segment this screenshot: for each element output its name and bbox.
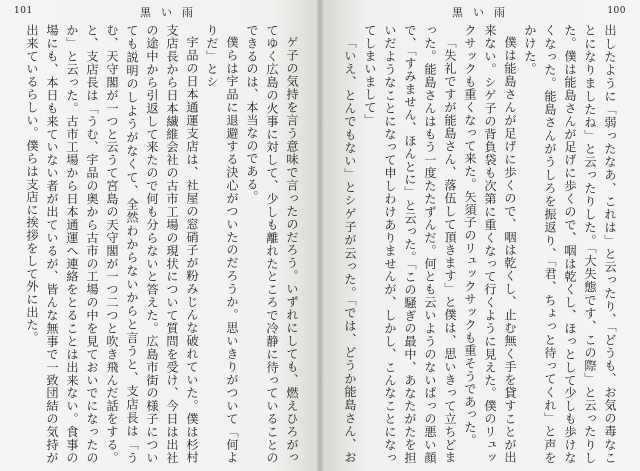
right-paragraph: 「失礼ですが能島さん、落伍して頂きます」と僕は、思いきって立ちどまった。能島さんはもう一度たたずんだ。何とも云いようのないぱっの悪い顔で、「すみません、ほんとに」と云った。「この騒ぎの最中、あなたがたを担いだようなことになって申しわけありませんが、しかし、こんなことになってしまいまして」 (363, 24, 457, 464)
right-body-text (338, 24, 620, 464)
right-paragraph: 僕は能島さんが足げに歩くので、咽は乾くし、止む無く手を貸すことが出来ない。シゲ子の背負袋も次第に重くなって行くように見えた。僕のリュックサックも重くなって来た。矢須子のリュックサックも重そうであった。 (463, 24, 517, 464)
left-paragraph: ゲ子の気持を言う意味で言ったのだろう。いずれにしても、燃えひろがってゆく広島の火事に対して、少しも離れたところで冷静に待っていることのできるのは、本当なのである。 (245, 24, 299, 464)
left-running-head: 黒い雨 (140, 6, 203, 19)
right-page-number: 100 (607, 6, 626, 16)
right-paragraph: 出したように「弱ったなあ、これは」と云ったり、「どうも、お気の毒なことになりましたね」と云ったりした。「大失態です、この際」と云ったりした。僕は能島さんが足げに歩くので、咽は乾くし、ほっとして少しも歩けなくなった。能島さんがうしろを振返り、「君、ちょっと待ってくれ」と声をかけた。 (523, 24, 617, 464)
right-paragraph: 「いえ、とんでもない」とシゲ子が云った。「では、どうか能島さん、お (343, 36, 357, 464)
left-page-number: 101 (14, 6, 33, 16)
book-gutter (317, 0, 323, 471)
left-paragraph (20, 24, 22, 464)
left-body-text (20, 24, 302, 464)
left-paragraph: 宇品の日本通運支店は、社屋の窓硝子が粉みじんな破れていた。僕は杉村支店長から日本繊維会社の古市工場の現状について質問を受け、今日は出社の途中から引返して来たので何も分らないと答えた。広島市街の様子についても説明のしようがなくて、全然わからないからと言うと、支店長は「うむ、天守閣が一つと云うて宮島の天守閣が一つ二つと吹き飛んだ話をする。と、支店長は「うむ、宇品の奥から古市の工場の中を見ておいでになったのか」と云った。古市工場から日本通運へ連絡をとることは出来ない。食事の場にも、本日も来ていない者が出ているが、皆んな無事で一致団結の気持が出来ているらしい。僕らは支店に挨拶をして外に出た。 (25, 24, 199, 464)
right-page (320, 0, 640, 471)
right-running-head: 黒い雨 (452, 6, 515, 19)
left-paragraph: 僕らは宇品に退避する決心がついたのだろうか。思いきりがついて「何よりだ」とシ (205, 24, 239, 464)
